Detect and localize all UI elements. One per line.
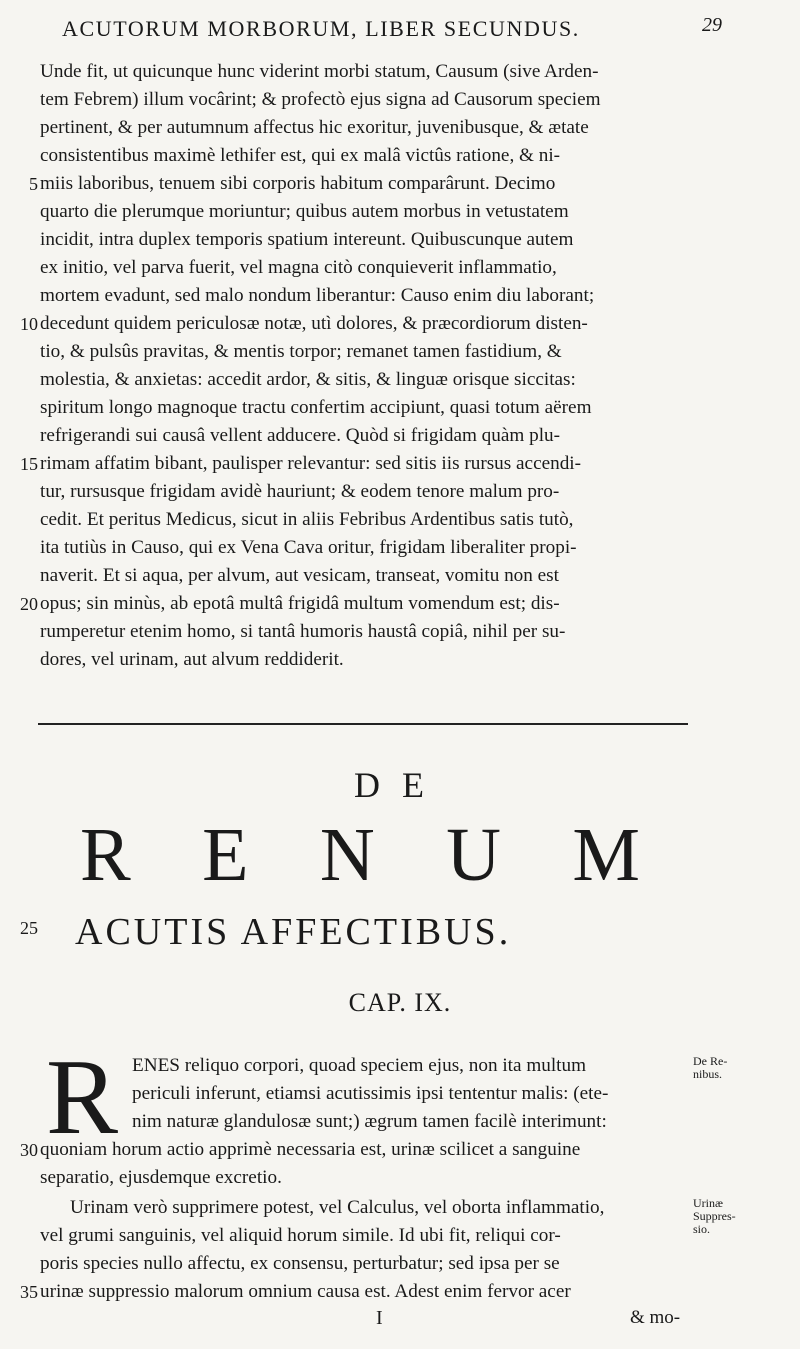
line-number: 35 xyxy=(20,1282,38,1302)
section-rule xyxy=(38,723,688,725)
signature-mark: I xyxy=(376,1307,383,1329)
page-number: 29 xyxy=(702,14,722,36)
text-line: spiritum longo magnoque tractu confertim accipiunt, quasi totum aërem xyxy=(40,397,592,418)
text-line: molestia, & anxietas: accedit ardor, & sitis, & linguæ orisque siccitas: xyxy=(40,369,576,390)
text-line: rimam affatim bibant, paulisper relevantur: sed sitis iis rursus accendi- xyxy=(40,453,582,474)
text-line: opus; sin minùs, ab epotâ multâ frigidâ multum vomendum est; dis- xyxy=(40,593,560,614)
title-letter: R xyxy=(80,813,131,897)
line-number: 20 xyxy=(20,594,38,614)
chapter-heading: CAP. IX. xyxy=(348,988,452,1017)
text-line: rumperetur etenim homo, si tantâ humoris haustâ copiâ, nihil per su- xyxy=(40,621,566,642)
text-line: naverit. Et si aqua, per alvum, aut vesicam, transeat, vomitu non est xyxy=(40,565,559,586)
title-letter: N xyxy=(319,813,375,897)
title-de: DE xyxy=(354,765,446,805)
text-line: tem Febrem) illum vocârint; & profectò ejus signa ad Causorum speciem xyxy=(40,89,601,110)
text-line: cedit. Et peritus Medicus, sicut in aliis Febribus Ardentibus satis tutò, xyxy=(40,509,574,530)
text-line: Urinam verò supprimere potest, vel Calculus, vel oborta inflammatio, xyxy=(70,1197,605,1218)
text-line: tur, rursusque frigidam avidè hauriunt; & eodem tenore malum pro- xyxy=(40,481,560,502)
text-line: separatio, ejusdemque excretio. xyxy=(40,1167,282,1188)
line-number: 15 xyxy=(20,454,38,474)
text-line: dores, vel urinam, aut alvum reddiderit. xyxy=(40,649,344,670)
title-letter: M xyxy=(572,813,640,897)
text-line: Unde fit, ut quicunque hunc viderint morbi statum, Causum (sive Arden- xyxy=(40,61,599,82)
text-line: tio, & pulsûs pravitas, & mentis torpor; remanet tamen fastidium, & xyxy=(40,341,562,362)
title-letter: E xyxy=(202,813,249,897)
text-line: quoniam horum actio apprimè necessaria est, urinæ scilicet a sanguine xyxy=(40,1139,581,1160)
text-line: urinæ suppressio malorum omnium causa est. Adest enim fervor acer xyxy=(40,1281,571,1302)
text-line: ita tutiùs in Causo, qui ex Vena Cava oritur, frigidam liberaliter propi- xyxy=(40,537,577,558)
drop-cap: R xyxy=(46,1038,119,1157)
text-line: ex initio, vel parva fuerit, vel magna citò conquieverit inflammatio, xyxy=(40,257,557,278)
text-line: quarto die plerumque moriuntur; quibus autem morbus in vetustatem xyxy=(40,201,569,222)
text-line: nim naturæ glandulosæ sunt;) ægrum tamen facilè interimunt: xyxy=(132,1111,607,1132)
text-line: pertinent, & per autumnum affectus hic exoritur, juvenibusque, & ætate xyxy=(40,117,589,138)
text-line: mortem evadunt, sed malo nondum liberantur: Causo enim diu laborant; xyxy=(40,285,595,306)
title-renum xyxy=(80,815,640,895)
margin-note-urinae-suppressio: Urinæ Suppres- sio. xyxy=(693,1196,736,1236)
line-number: 10 xyxy=(20,314,38,334)
text-line: refrigerandi sui causâ vellent adducere. Quòd si frigidam quàm plu- xyxy=(40,425,561,446)
line-number: 5 xyxy=(29,174,38,194)
text-line: periculi inferunt, etiamsi acutissimis ipsi tententur malis: (ete- xyxy=(132,1083,609,1104)
text-line: consistentibus maximè lethifer est, qui ex malâ victûs ratione, & ni- xyxy=(40,145,561,166)
text-line: miis laboribus, tenuem sibi corporis habitum comparârunt. Decimo xyxy=(40,173,556,194)
margin-note-de-renibus: De Re- nibus. xyxy=(693,1054,728,1081)
text-line: incidit, intra duplex temporis spatium intereunt. Quibuscunque autem xyxy=(40,229,574,250)
title-letter: U xyxy=(446,813,502,897)
text-line: poris species nullo affectu, ex consensu, perturbatur; sed ipsa per se xyxy=(40,1253,560,1274)
text-line: ENES reliquo corpori, quoad speciem ejus, non ita multum xyxy=(132,1055,587,1076)
running-head: ACUTORUM MORBORUM, LIBER SECUNDUS. xyxy=(62,16,580,41)
line-number: 25 xyxy=(20,918,38,938)
text-line: decedunt quidem periculosæ notæ, utì dolores, & præcordiorum disten- xyxy=(40,313,588,334)
text-line: vel grumi sanguinis, vel aliquid horum simile. Id ubi fit, reliqui cor- xyxy=(40,1225,561,1246)
title-acutis: ACUTIS AFFECTIBUS. xyxy=(75,911,512,953)
line-number: 30 xyxy=(20,1140,38,1160)
catchword: & mo- xyxy=(630,1307,681,1328)
